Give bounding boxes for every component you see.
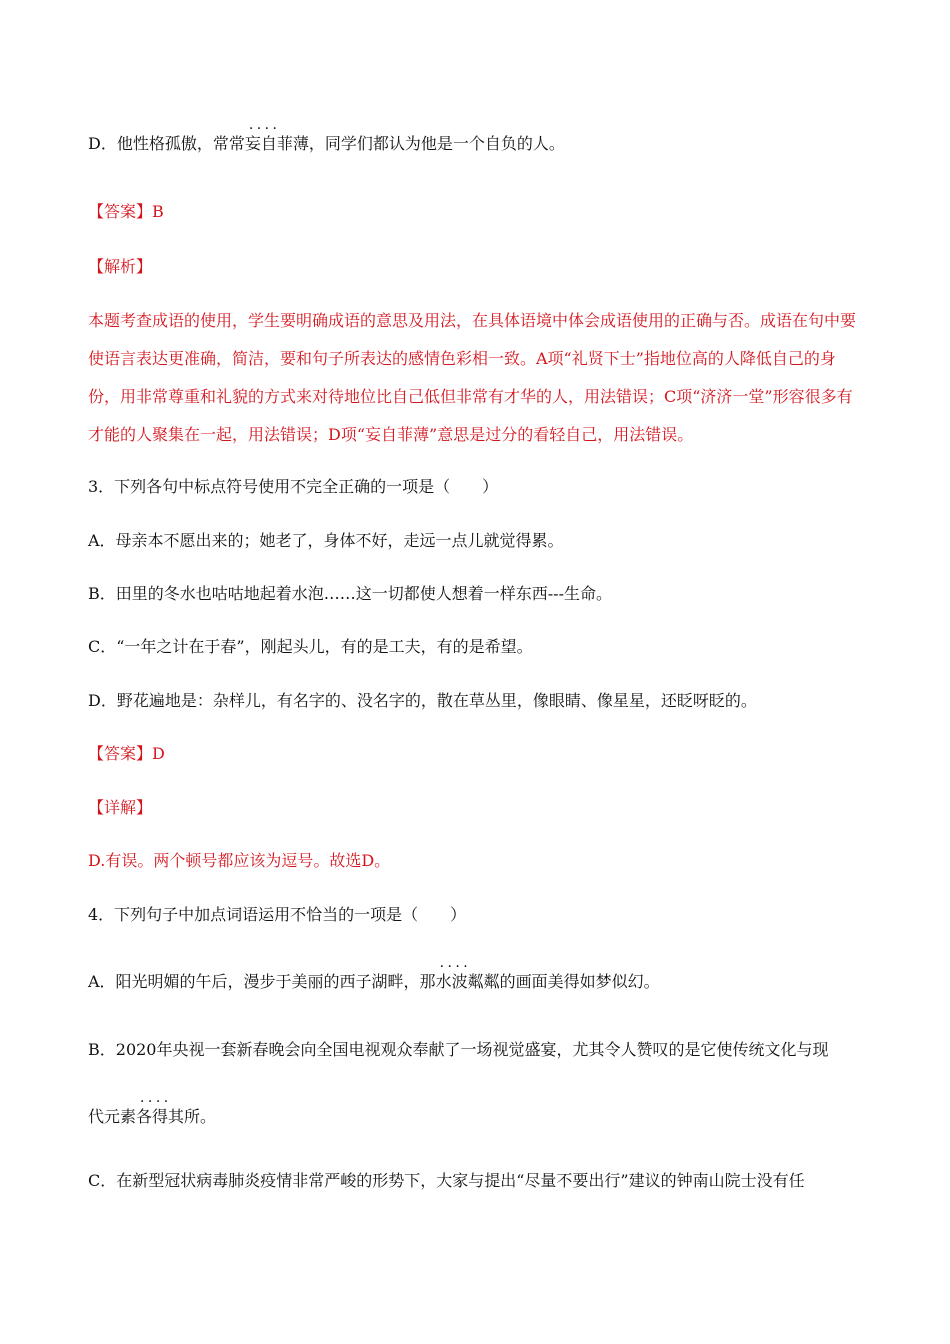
q3-option-a: A．母亲本不愿出来的；她老了，身体不好，走远一点儿就觉得累。 [88,531,564,550]
q2-option-d [88,133,565,155]
answer-label: 【答案】 [88,202,153,221]
q4-option-a-text-end: 的画面美得如梦似幻。 [499,972,660,991]
q2-option-d-text: D．他性格孤傲，常常 [88,134,245,153]
q2-analysis-text: 本题考查成语的使用，学生要明确成语的意思及用法，在具体语境中体会成语使用的正确与否。成语在句中要使语言表达更准确，简洁，要和句子所表达的感情色彩相一致。A项“礼贤下士”指地位高的人降低自己的身份，用非常尊重和礼貌的方式来对待地位比自己低但非常有才华的人，用法错误；C项“济济一堂”形容很多有才能的人聚集在一起，用法错误；D项“妄自菲薄”意思是过分的看轻自己，用法错误。 [88,311,857,444]
q2-answer [88,201,164,223]
answer-value: B [152,202,164,221]
q3-option-b: B．田里的冬水也咕咕地起着水泡……这一切都使人想着一样东西---生命。 [88,584,612,603]
answer-label: 【答案】 [88,744,153,763]
q3-option-c: C．“一年之计在于春”，刚起头儿，有的是工夫，有的是希望。 [88,637,533,656]
q3-detail-label: 【详解】 [88,798,153,817]
q3-option-d: D．野花遍地是：杂样儿，有名字的、没名字的，散在草丛里，像眼睛、像星星，还眨呀眨的。 [88,691,757,710]
q4-option-b-text-end: 。 [200,1107,217,1126]
q4-option-b-text: 代元素 [88,1107,137,1126]
q3-detail-text: D.有误。两个顿号都应该为逗号。故选D。 [88,851,391,870]
q2-option-d-text-end: ，同学们都认为他是一个自负的人。 [308,134,565,153]
q2-analysis-label: 【解析】 [88,257,153,276]
q4-option-a [88,971,660,993]
q4-option-c-line1: C．在新型冠状病毒肺炎疫情非常严峻的形势下，大家与提出“尽量不要出行”建议的钟南山院士没有任 [88,1171,805,1190]
q4-option-b-line2 [88,1106,216,1128]
answer-value: D [152,744,165,763]
q4-option-b-line1: B．2020年央视一套新春晚会向全国电视观众奉献了一场视觉盛宴，尤其令人赞叹的是它使传统文化与现 [88,1040,829,1059]
q3-stem: 3．下列各句中标点符号使用不完全正确的一项是（ ） [88,477,499,496]
q4-stem: 4．下列句子中加点词语运用不恰当的一项是（ ） [88,905,467,924]
q4-option-a-dotted-word: · · · · 水波粼粼 [436,971,500,993]
q4-option-a-text: A．阳光明媚的午后，漫步于美丽的西子湖畔，那 [88,972,436,991]
q3-answer [88,743,165,765]
q4-option-b-dotted-word: · · · · 各得其所 [136,1106,200,1128]
q2-option-d-dotted-word: · · · · 妄自菲薄 [245,133,309,155]
